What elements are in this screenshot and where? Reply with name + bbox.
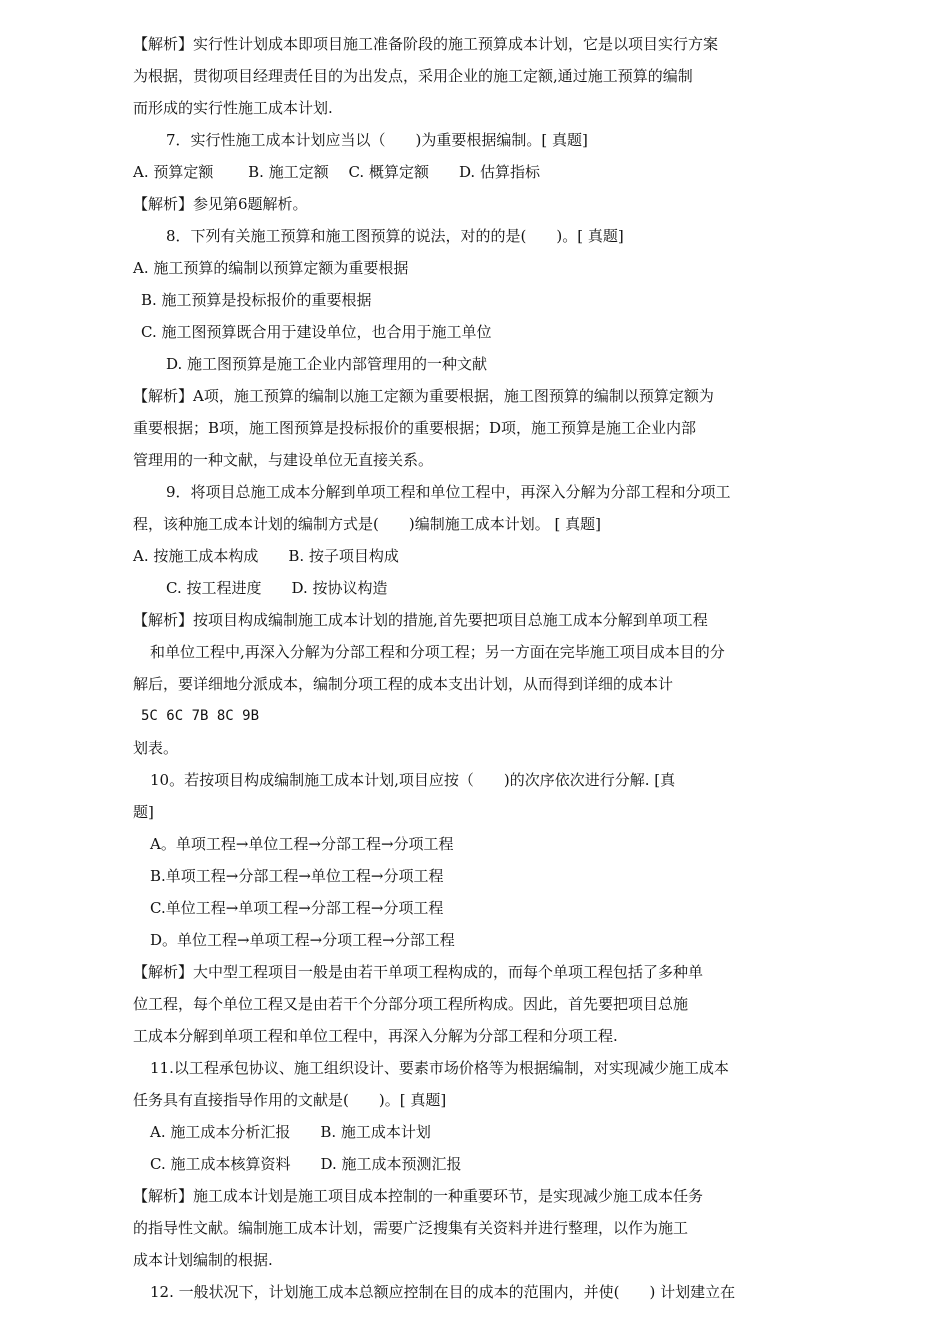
question-10-option-c: C.单位工程→单项工程→分部工程→分项工程 xyxy=(150,899,444,917)
question-12-stem-line-1: 12. 一般状况下，计划施工成本总额应控制在目的成本的范围内，并使( ) 计划建立在 xyxy=(150,1283,736,1301)
question-11-stem-line-1: 11.以工程承包协议、施工组织设计、要素市场价格等为根据编制，对实现减少施工成本 xyxy=(150,1059,729,1077)
analysis-6-line-2: 为根据，贯彻项目经理责任目的为出发点，采用企业的施工定额,通过施工预算的编制 xyxy=(133,67,693,85)
answer-key: 5C 6C 7B 8C 9B xyxy=(141,708,260,724)
question-9-stem-line-1: 9．将项目总施工成本分解到单项工程和单位工程中，再深入分解为分部工程和分项工 xyxy=(166,483,731,501)
question-10-stem-line-2: 题] xyxy=(133,803,154,821)
question-10-option-b: B.单项工程→分部工程→单位工程→分项工程 xyxy=(150,867,444,885)
question-9-options-cd: C. 按工程进度 D. 按协议构造 xyxy=(166,579,388,597)
question-11-options-ab: A. 施工成本分析汇报 B. 施工成本计划 xyxy=(150,1123,431,1141)
analysis-8-line-3: 管理用的一种文献，与建设单位无直接关系。 xyxy=(133,451,434,469)
question-11-options-cd: C. 施工成本核算资料 D. 施工成本预测汇报 xyxy=(150,1155,462,1173)
analysis-8-line-1: 【解析】A项，施工预算的编制以施工定额为重要根据，施工图预算的编制以预算定额为 xyxy=(133,387,714,405)
analysis-9-line-2: 和单位工程中,再深入分解为分部工程和分项工程；另一方面在完毕施工项目成本目的分 xyxy=(150,643,725,661)
question-8-option-c: C. 施工图预算既合用于建设单位，也合用于施工单位 xyxy=(141,323,492,341)
analysis-11-line-1: 【解析】施工成本计划是施工项目成本控制的一种重要环节，是实现减少施工成本任务 xyxy=(133,1187,704,1205)
analysis-6-line-3: 而形成的实行性施工成本计划. xyxy=(133,99,333,117)
analysis-9-line-1: 【解析】按项目构成编制施工成本计划的措施,首先要把项目总施工成本分解到单项工程 xyxy=(133,611,708,629)
question-10-option-a: A。单项工程→单位工程→分部工程→分项工程 xyxy=(150,835,454,853)
analysis-6-line-1: 【解析】实行性计划成本即项目施工准备阶段的施工预算成本计划，它是以项目实行方案 xyxy=(133,35,719,53)
question-10-stem-line-1: 10。若按项目构成编制施工成本计划,项目应按（ )的次序依次进行分解. [真 xyxy=(150,771,676,789)
question-11-stem-line-2: 任务具有直接指导作用的文献是( )。[ 真题] xyxy=(133,1091,447,1109)
analysis-11-line-3: 成本计划编制的根据. xyxy=(133,1251,273,1269)
analysis-9-line-3: 解后，要详细地分派成本，编制分项工程的成本支出计划，从而得到详细的成本计 xyxy=(133,675,674,693)
question-7-stem: 7．实行性施工成本计划应当以（ )为重要根据编制。[ 真题] xyxy=(166,131,588,149)
analysis-10-line-1: 【解析】大中型工程项目一般是由若干单项工程构成的，而每个单项工程包括了多种单 xyxy=(133,963,704,981)
analysis-7: 【解析】参见第6题解析。 xyxy=(133,195,308,213)
analysis-10-line-3: 工成本分解到单项工程和单位工程中，再深入分解为分部工程和分项工程. xyxy=(133,1027,618,1045)
analysis-10-line-2: 位工程，每个单位工程又是由若干个分部分项工程所构成。因此，首先要把项目总施 xyxy=(133,995,689,1013)
question-9-options-ab: A. 按施工成本构成 B. 按子项目构成 xyxy=(133,547,399,565)
question-9-stem-line-2: 程，该种施工成本计划的编制方式是( )编制施工成本计划。 [ 真题] xyxy=(133,515,601,533)
question-8-option-b: B. 施工预算是投标报价的重要根据 xyxy=(141,291,372,309)
question-8-option-d: D. 施工图预算是施工企业内部管理用的一种文献 xyxy=(166,355,488,373)
question-8-option-a: A. 施工预算的编制以预算定额为重要根据 xyxy=(133,259,409,277)
question-10-option-d: D。单位工程→单项工程→分项工程→分部工程 xyxy=(150,931,455,949)
analysis-8-line-2: 重要根据；B项，施工图预算是投标报价的重要根据；D项，施工预算是施工企业内部 xyxy=(133,419,697,437)
analysis-9-line-4: 划表。 xyxy=(133,739,179,757)
analysis-11-line-2: 的指导性文献。编制施工成本计划，需要广泛搜集有关资料并进行整理，以作为施工 xyxy=(133,1219,689,1237)
question-8-stem: 8．下列有关施工预算和施工图预算的说法，对的的是( )。[ 真题] xyxy=(166,227,624,245)
question-7-options: A. 预算定额 B. 施工定额 C. 概算定额 D. 估算指标 xyxy=(133,163,540,181)
